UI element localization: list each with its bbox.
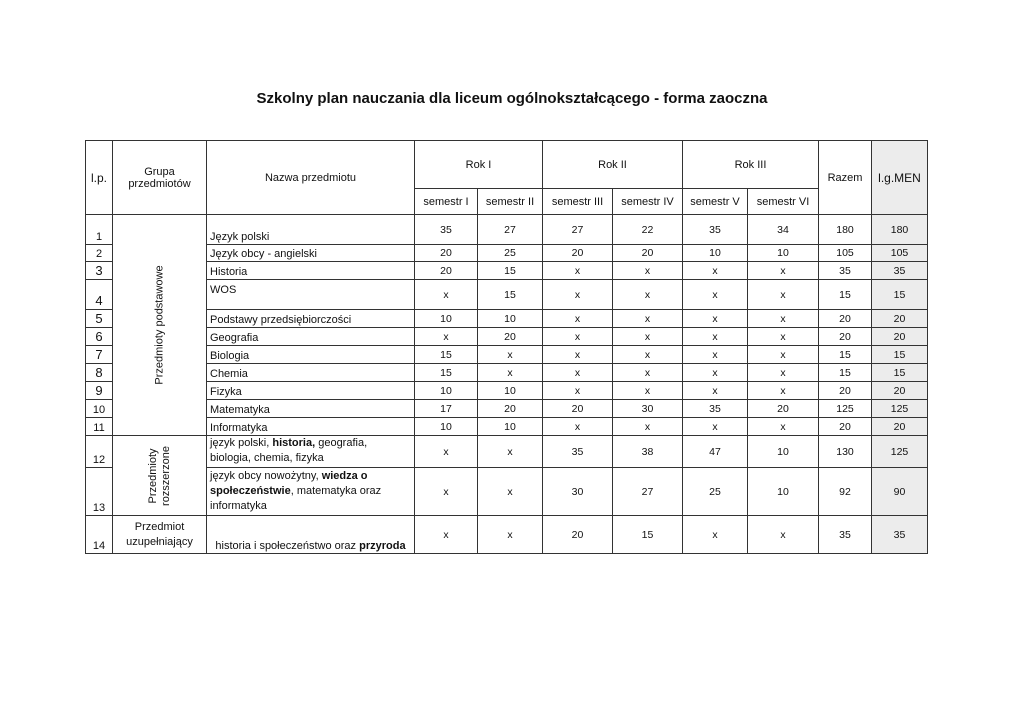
cell-s4: x xyxy=(613,328,683,346)
header-lp: l.p. xyxy=(86,141,113,215)
cell-s4: x xyxy=(613,382,683,400)
cell-men: 125 xyxy=(872,400,928,418)
cell-s5: 35 xyxy=(683,400,748,418)
cell-men: 15 xyxy=(872,364,928,382)
study-plan-table xyxy=(85,140,928,554)
table-row xyxy=(86,280,928,310)
header-grupa: Grupa przedmiotów xyxy=(113,141,207,215)
cell-s3: x xyxy=(543,418,613,436)
row-name: Informatyka xyxy=(207,418,415,436)
table-row xyxy=(86,436,928,468)
row-lp: 7 xyxy=(86,346,113,364)
cell-s4: 22 xyxy=(613,215,683,245)
cell-razem: 35 xyxy=(819,516,872,554)
cell-s1: 15 xyxy=(415,346,478,364)
table-row xyxy=(86,418,928,436)
cell-s6: 10 xyxy=(748,245,819,262)
cell-s1: x xyxy=(415,516,478,554)
cell-s2: x xyxy=(478,436,543,468)
row-name-bold: przyroda xyxy=(359,540,406,552)
row-name: Biologia xyxy=(207,346,415,364)
table-row xyxy=(86,310,928,328)
table-row xyxy=(86,382,928,400)
cell-s1: 17 xyxy=(415,400,478,418)
cell-s3: x xyxy=(543,310,613,328)
cell-s6: x xyxy=(748,382,819,400)
row-lp: 10 xyxy=(86,400,113,418)
cell-s5: x xyxy=(683,346,748,364)
cell-razem: 15 xyxy=(819,346,872,364)
cell-s3: 20 xyxy=(543,516,613,554)
header-men: l.g.MEN xyxy=(872,141,928,215)
cell-s6: x xyxy=(748,280,819,310)
cell-s6: 10 xyxy=(748,468,819,516)
cell-s3: 20 xyxy=(543,400,613,418)
table-row xyxy=(86,516,928,554)
cell-s2: 10 xyxy=(478,382,543,400)
cell-s2: 15 xyxy=(478,280,543,310)
table-row xyxy=(86,468,928,516)
row-name-part: język polski, xyxy=(210,437,273,449)
header-sem5: semestr V xyxy=(683,189,748,215)
cell-s1: 10 xyxy=(415,418,478,436)
cell-s1: x xyxy=(415,280,478,310)
cell-razem: 35 xyxy=(819,262,872,280)
cell-s4: 38 xyxy=(613,436,683,468)
cell-s3: x xyxy=(543,280,613,310)
row-name: Historia xyxy=(207,262,415,280)
cell-s3: x xyxy=(543,382,613,400)
cell-s4: x xyxy=(613,346,683,364)
row-name: Język polski xyxy=(207,215,415,245)
cell-s2: 27 xyxy=(478,215,543,245)
row-name: Podstawy przedsiębiorczości xyxy=(207,310,415,328)
cell-s6: x xyxy=(748,418,819,436)
cell-s2: x xyxy=(478,468,543,516)
cell-razem: 105 xyxy=(819,245,872,262)
header-razem: Razem xyxy=(819,141,872,215)
cell-men: 15 xyxy=(872,346,928,364)
cell-s6: 34 xyxy=(748,215,819,245)
cell-s2: 25 xyxy=(478,245,543,262)
header-rok3: Rok III xyxy=(683,141,819,189)
cell-s6: x xyxy=(748,310,819,328)
cell-s2: 20 xyxy=(478,400,543,418)
row-lp: 6 xyxy=(86,328,113,346)
cell-s1: 10 xyxy=(415,382,478,400)
cell-s4: x xyxy=(613,262,683,280)
cell-razem: 20 xyxy=(819,328,872,346)
row-name xyxy=(207,468,415,516)
cell-s5: x xyxy=(683,280,748,310)
cell-s3: x xyxy=(543,346,613,364)
row-lp: 9 xyxy=(86,382,113,400)
row-lp: 5 xyxy=(86,310,113,328)
cell-s1: x xyxy=(415,468,478,516)
row-lp: 2 xyxy=(86,245,113,262)
row-name: Fizyka xyxy=(207,382,415,400)
group-podstawowe-label: Przedmioty podstawowe xyxy=(153,265,165,385)
cell-razem: 15 xyxy=(819,280,872,310)
cell-s1: 20 xyxy=(415,245,478,262)
cell-s2: 10 xyxy=(478,310,543,328)
row-name: Geografia xyxy=(207,328,415,346)
header-nazwa: Nazwa przedmiotu xyxy=(207,141,415,215)
cell-razem: 125 xyxy=(819,400,872,418)
cell-razem: 20 xyxy=(819,382,872,400)
cell-s2: 20 xyxy=(478,328,543,346)
cell-s4: 30 xyxy=(613,400,683,418)
cell-men: 20 xyxy=(872,382,928,400)
cell-s6: x xyxy=(748,262,819,280)
row-name: WOS xyxy=(207,280,415,310)
group-rozszerzone xyxy=(113,436,207,516)
row-name: Język obcy - angielski xyxy=(207,245,415,262)
cell-s4: 20 xyxy=(613,245,683,262)
cell-s1: 20 xyxy=(415,262,478,280)
group-rozszerzone-label: Przedmioty rozszerzone xyxy=(146,445,172,506)
cell-s6: x xyxy=(748,364,819,382)
cell-s3: 20 xyxy=(543,245,613,262)
cell-men: 15 xyxy=(872,280,928,310)
cell-men: 105 xyxy=(872,245,928,262)
cell-s5: 25 xyxy=(683,468,748,516)
row-lp: 13 xyxy=(86,468,113,516)
row-name: Chemia xyxy=(207,364,415,382)
row-lp: 3 xyxy=(86,262,113,280)
cell-s1: x xyxy=(415,436,478,468)
cell-men: 20 xyxy=(872,328,928,346)
row-lp: 11 xyxy=(86,418,113,436)
cell-s3: 27 xyxy=(543,215,613,245)
row-name-bold: historia, xyxy=(272,437,316,449)
cell-s3: x xyxy=(543,328,613,346)
table-row xyxy=(86,364,928,382)
cell-s2: x xyxy=(478,346,543,364)
row-name-part: geografia, biologia, chemia, fizyka xyxy=(210,437,368,464)
row-name: Matematyka xyxy=(207,400,415,418)
row-name-part: , matematyka oraz informatyka xyxy=(210,485,382,512)
table-row xyxy=(86,262,928,280)
cell-s5: x xyxy=(683,382,748,400)
row-lp: 1 xyxy=(86,215,113,245)
header-sem4: semestr IV xyxy=(613,189,683,215)
cell-s2: x xyxy=(478,516,543,554)
cell-s4: x xyxy=(613,280,683,310)
cell-s1: 15 xyxy=(415,364,478,382)
cell-s5: x xyxy=(683,262,748,280)
table-row xyxy=(86,245,928,262)
cell-men: 20 xyxy=(872,310,928,328)
table-row xyxy=(86,400,928,418)
header-row xyxy=(86,141,928,189)
cell-s3: 35 xyxy=(543,436,613,468)
cell-s4: 27 xyxy=(613,468,683,516)
row-lp: 12 xyxy=(86,436,113,468)
table-row xyxy=(86,215,928,245)
cell-men: 180 xyxy=(872,215,928,245)
cell-s5: x xyxy=(683,364,748,382)
table-row xyxy=(86,346,928,364)
cell-s2: 10 xyxy=(478,418,543,436)
group-uzupelniajacy: Przedmiot uzupełniający xyxy=(113,516,207,554)
row-lp: 8 xyxy=(86,364,113,382)
cell-s3: x xyxy=(543,262,613,280)
header-sem3: semestr III xyxy=(543,189,613,215)
cell-s3: x xyxy=(543,364,613,382)
cell-razem: 15 xyxy=(819,364,872,382)
cell-s6: x xyxy=(748,516,819,554)
header-sem1: semestr I xyxy=(415,189,478,215)
cell-s6: x xyxy=(748,346,819,364)
group-podstawowe xyxy=(113,215,207,436)
row-lp: 4 xyxy=(86,280,113,310)
cell-s6: x xyxy=(748,328,819,346)
header-rok2: Rok II xyxy=(543,141,683,189)
cell-s4: 15 xyxy=(613,516,683,554)
row-name-bold: wiedza o społeczeństwie xyxy=(210,470,368,497)
cell-men: 35 xyxy=(872,262,928,280)
row-name-part: historia i społeczeństwo oraz xyxy=(215,540,360,552)
cell-s4: x xyxy=(613,418,683,436)
cell-razem: 20 xyxy=(819,310,872,328)
cell-s1: 10 xyxy=(415,310,478,328)
cell-s5: x xyxy=(683,516,748,554)
cell-s6: 10 xyxy=(748,436,819,468)
row-name-part: język obcy nowożytny, xyxy=(210,470,322,482)
cell-men: 90 xyxy=(872,468,928,516)
row-name xyxy=(207,516,415,554)
cell-s5: x xyxy=(683,418,748,436)
table-row xyxy=(86,328,928,346)
cell-s5: x xyxy=(683,328,748,346)
cell-s1: x xyxy=(415,328,478,346)
cell-men: 125 xyxy=(872,436,928,468)
header-rok1: Rok I xyxy=(415,141,543,189)
cell-s4: x xyxy=(613,310,683,328)
cell-razem: 180 xyxy=(819,215,872,245)
row-lp: 14 xyxy=(86,516,113,554)
cell-s3: 30 xyxy=(543,468,613,516)
cell-s5: 10 xyxy=(683,245,748,262)
header-sem2: semestr II xyxy=(478,189,543,215)
cell-s4: x xyxy=(613,364,683,382)
cell-s6: 20 xyxy=(748,400,819,418)
cell-s1: 35 xyxy=(415,215,478,245)
cell-men: 35 xyxy=(872,516,928,554)
cell-s5: 47 xyxy=(683,436,748,468)
page-title: Szkolny plan nauczania dla liceum ogólnokształcącego - forma zaoczna xyxy=(256,90,768,107)
cell-s2: 15 xyxy=(478,262,543,280)
cell-s2: x xyxy=(478,364,543,382)
cell-s5: x xyxy=(683,310,748,328)
header-sem6: semestr VI xyxy=(748,189,819,215)
cell-men: 20 xyxy=(872,418,928,436)
cell-razem: 92 xyxy=(819,468,872,516)
cell-razem: 20 xyxy=(819,418,872,436)
row-name xyxy=(207,436,415,468)
cell-razem: 130 xyxy=(819,436,872,468)
cell-s5: 35 xyxy=(683,215,748,245)
